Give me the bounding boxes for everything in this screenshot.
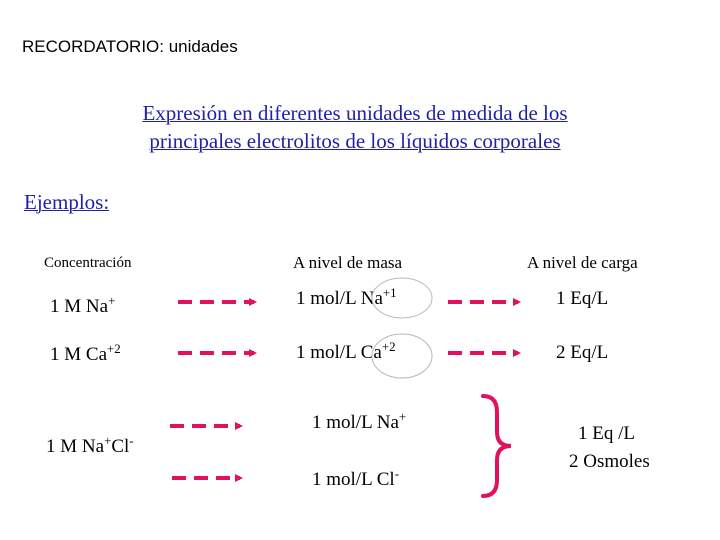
salt-concentration-base: 1 M Na [46, 436, 105, 457]
slide-topic: RECORDATORIO: unidades [22, 37, 238, 56]
header-charge: A nivel de carga [527, 253, 638, 272]
salt-mass-sodium-base: 1 mol/L Na [312, 412, 399, 433]
salt-concentration-charge-1: + [104, 432, 112, 448]
salt-concentration-anion: Cl [111, 436, 130, 457]
row-1-charge: 1 Eq/L [556, 288, 609, 309]
row-1-mass-charge: +1 [382, 284, 397, 300]
row-2-concentration [50, 340, 121, 366]
salt-mass-sodium [312, 408, 407, 434]
row-1-mass [296, 284, 397, 310]
examples-label: Ejemplos: [24, 190, 110, 214]
title-line-1: Expresión en diferentes unidades de medida de los [142, 101, 568, 125]
row-2-mass-charge: +2 [381, 338, 396, 354]
salt-charge-line-2: 2 Osmoles [569, 451, 650, 472]
header-concentration: Concentración [44, 255, 132, 271]
row-1-mass-base: 1 mol/L Na [296, 288, 383, 309]
salt-concentration-charge-2: - [129, 432, 134, 448]
salt-charge-line-1: 1 Eq /L [578, 423, 635, 444]
title-line-2: principales electrolitos de los líquidos corporales [149, 129, 561, 153]
slide-title [60, 99, 650, 155]
row-1-concentration-base: 1 M Na [50, 296, 109, 317]
salt-mass-chloride-charge: - [394, 465, 400, 481]
row-2-mass-base: 1 mol/L Ca [296, 342, 382, 363]
salt-mass-chloride-base: 1 mol/L Cl [312, 469, 395, 490]
salt-mass-sodium-charge: + [398, 408, 407, 424]
row-1-concentration [50, 292, 116, 318]
salt-mass-chloride [312, 465, 400, 491]
header-mass: A nivel de masa [293, 253, 403, 272]
row-2-concentration-base: 1 M Ca [50, 344, 107, 365]
right-brace [483, 396, 511, 496]
row-2-mass [296, 338, 396, 364]
row-2-charge: 2 Eq/L [556, 342, 609, 363]
row-2-concentration-charge: +2 [107, 340, 121, 356]
salt-concentration [46, 432, 134, 458]
row-1-concentration-charge: + [108, 292, 116, 308]
